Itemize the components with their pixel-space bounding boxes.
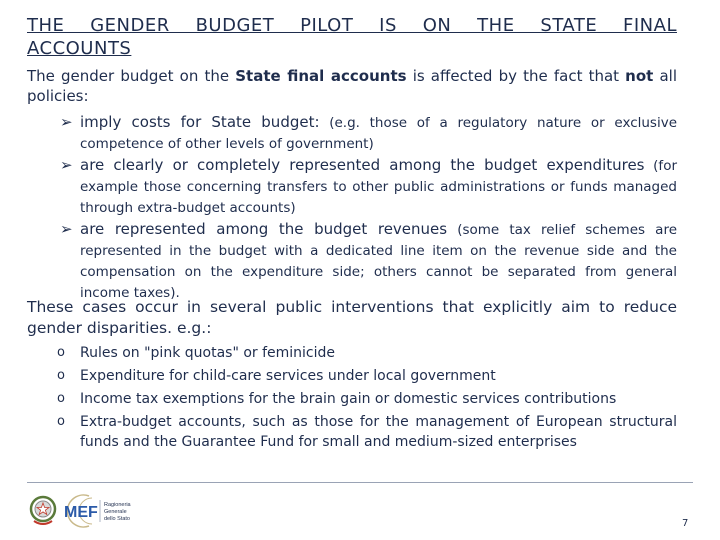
intro-bold-final-accounts: State final accounts bbox=[235, 67, 407, 85]
intro-bold-not: not bbox=[625, 67, 654, 85]
policy-bullet-list bbox=[60, 112, 677, 304]
circle-bullet-icon: o bbox=[57, 391, 65, 406]
intro-paragraph bbox=[27, 66, 677, 106]
circle-bullet-icon: o bbox=[57, 368, 65, 383]
cases-paragraph: These cases occur in several public interventions that explicitly aim to reduce gender disparities. e.g.: bbox=[27, 298, 677, 337]
intro-text: The gender budget on the bbox=[27, 67, 236, 85]
footer-divider bbox=[27, 482, 693, 483]
bullet-detail: (for example those concerning transfers to other public administrations or funds managed through extra-budget accounts) bbox=[80, 158, 677, 216]
example-text: Income tax exemptions for the brain gain or domestic services contributions bbox=[80, 391, 617, 407]
circle-bullet-icon: o bbox=[57, 345, 65, 360]
example-text: Expenditure for child-care services under local government bbox=[80, 368, 496, 384]
bullet-detail: (e.g. those of a regulatory nature or exclusive competence of other levels of government) bbox=[80, 115, 678, 152]
mef-logo-subtext: dello Stato bbox=[104, 516, 130, 522]
arrow-bullet-icon: ➢ bbox=[60, 156, 73, 174]
list-item bbox=[57, 389, 677, 409]
page-number: 7 bbox=[682, 518, 689, 529]
mef-logo-text: MEF bbox=[64, 504, 98, 521]
bullet-detail: (some tax relief schemes are represented in the budget with a dedicated line item on the revenue side and the compensation on the expenditure side; others cannot be separated from general income taxes). bbox=[80, 222, 677, 301]
intro-text: is affected by the fact that bbox=[406, 67, 626, 85]
italian-republic-emblem-icon bbox=[28, 494, 58, 528]
arrow-bullet-icon: ➢ bbox=[60, 220, 73, 238]
example-text: Rules on "pink quotas" or feminicide bbox=[80, 345, 336, 361]
list-item bbox=[60, 112, 677, 154]
mef-logo bbox=[62, 492, 142, 530]
mef-logo-subtext: Ragioneria bbox=[104, 502, 131, 508]
intro-text: all policies: bbox=[27, 67, 677, 105]
bullet-lead: are represented among the budget revenues bbox=[80, 220, 448, 238]
bullet-lead: imply costs for State budget: bbox=[80, 113, 320, 131]
arrow-bullet-icon: ➢ bbox=[60, 113, 73, 131]
slide-title-line2: ACCOUNTS bbox=[27, 38, 132, 59]
mef-logo-subtext: Generale bbox=[104, 509, 127, 515]
examples-list bbox=[57, 343, 677, 455]
circle-bullet-icon: o bbox=[57, 414, 65, 429]
list-item bbox=[57, 412, 677, 452]
slide-title-line1: THE GENDER BUDGET PILOT IS ON THE STATE FINAL bbox=[27, 15, 677, 36]
list-item bbox=[60, 219, 677, 303]
list-item bbox=[57, 366, 677, 386]
list-item bbox=[60, 155, 677, 218]
list-item bbox=[57, 343, 677, 363]
bullet-lead: are clearly or completely represented among the budget expenditures bbox=[80, 156, 645, 174]
example-text: Extra-budget accounts, such as those for the management of European structural funds and the Guarantee Fund for small and medium-sized enterprises bbox=[80, 414, 677, 450]
